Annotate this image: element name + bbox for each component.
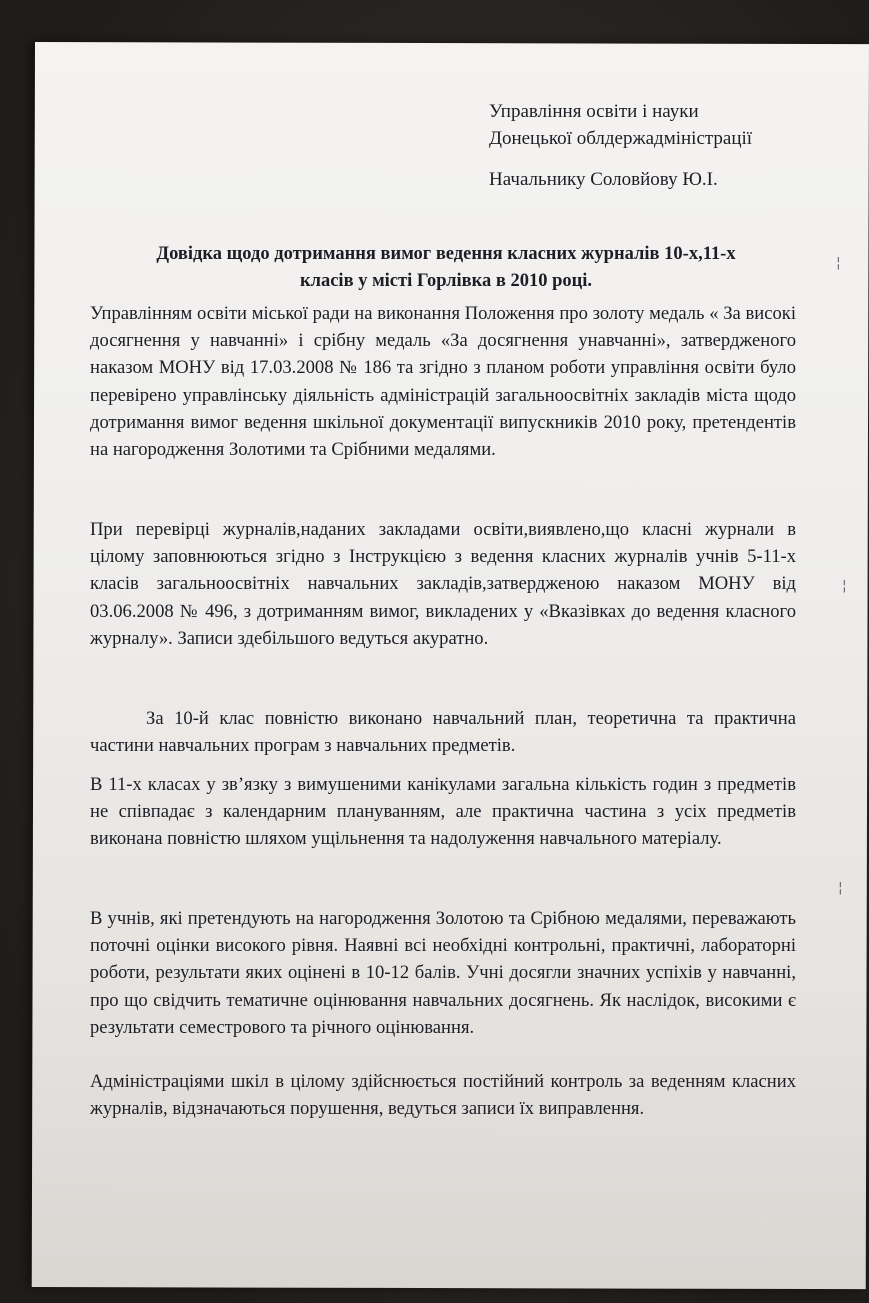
paragraph-4: В 11-х класах у зв’язку з вимушеними канікулами загальна кількість годин з предметів не співпадає з календарним плануванням, але практична частина з усіх предметів виконана повністю шляхом ущільнення та надолуження навчального матеріалу. <box>90 774 796 850</box>
paragraph-6: Адміністраціями шкіл в цілому здійснюється постійний контроль за веденням класних журналів, відзначаються порушення, ведуться записи їх виправлення. <box>90 1071 796 1120</box>
punch-hole-mark: ¦ <box>836 255 841 271</box>
paragraph-3: За 10-й клас повністю виконано навчальний план, теоретична та практична частини навчальних програм з навчальних предметів. <box>90 708 796 757</box>
addressee-line-1: Управління освіти і науки <box>489 101 699 122</box>
addressee-line-2: Донецької облдержадміністрації <box>489 128 753 149</box>
heading-line-1: Довідка щодо дотримання вимог ведення класних журналів 10-х,11-х <box>156 244 736 264</box>
addressee-block <box>489 98 752 193</box>
punch-hole-mark: ¦ <box>842 578 847 594</box>
addressee-line-3: Начальнику Соловйову Ю.І. <box>489 169 718 190</box>
paragraph-1: Управлінням освіти міської ради на виконання Положення про золоту медаль « За високі досягнення у навчанні» і срібну медаль «За досягнення унавчанні», затвердженого наказом МОНУ від 17.03.2008 № 186 та згідно з планом роботи управління освіти було перевірено управлінську діяльність адміністрацій загальноосвітніх закладів міста щодо дотримання вимог ведення шкільної документації випускників 2010 року, претендентів на нагородження Золотими та Срібними медалями. <box>90 303 796 461</box>
paragraph-5: В учнів, які претендують на нагородження Золотою та Срібною медалями, переважають поточні оцінки високого рівня. Наявні всі необхідні контрольні, практичні, лабораторні роботи, результати яких оцінені в 10-12 балів. Учні досягли значних успіхів у навчанні, про що свідчить тематичне оцінювання навчальних досягнень. Як наслідок, високими є результати семестрового та річного оцінювання. <box>90 908 796 1038</box>
punch-hole-mark: ¦ <box>838 880 843 896</box>
heading-line-2: класів у місті Горлівка в 2010 році. <box>299 271 593 291</box>
document-heading <box>96 241 796 295</box>
paragraph-2: При перевірці журналів,наданих закладами освіти,виявлено,що класні журнали в цілому заповнюються згідно з Інструкцією з ведення класних журналів учнів 5-11-х класів загальноосвітніх навчальних закладів,затвердженою наказом МОНУ від 03.06.2008 № 496, з дотриманням вимог, викладених у «Вказівках до ведення класного журналу». Записи здебільшого ведуться акуратно. <box>90 519 796 649</box>
